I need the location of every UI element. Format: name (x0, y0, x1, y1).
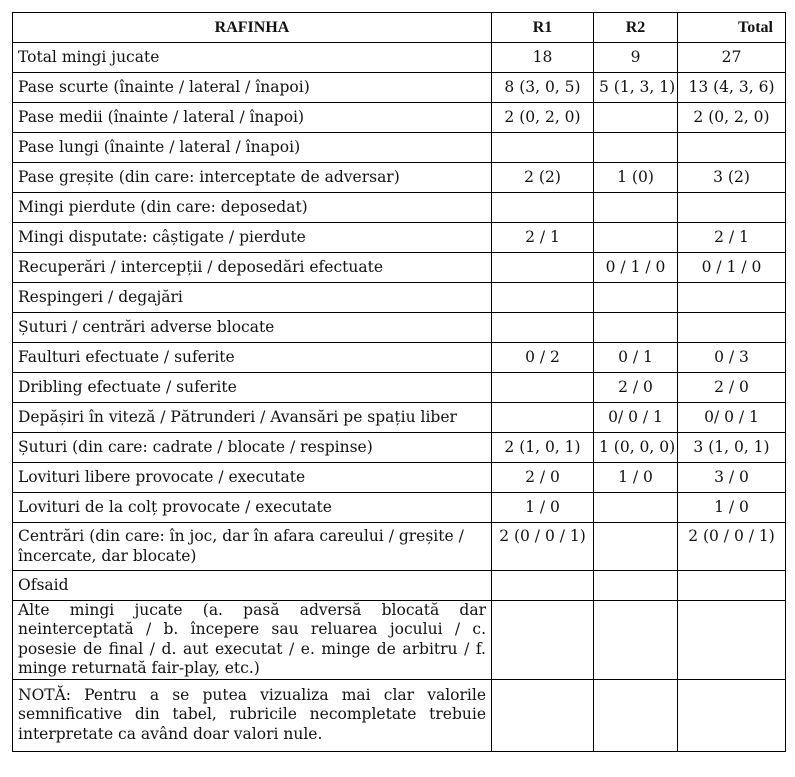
r2-value (594, 571, 678, 601)
r2-value: 0 / 1 (594, 343, 678, 373)
r1-header: R1 (492, 13, 594, 43)
total-value: 1 / 0 (678, 493, 786, 523)
row-label: Șuturi / centrări adverse blocate (13, 313, 492, 343)
table-row (13, 523, 786, 571)
row-label: Pase greșite (din care: interceptate de adversar) (13, 163, 492, 193)
table-row (13, 193, 786, 223)
row-label: Șuturi (din care: cadrate / blocate / respinse) (13, 433, 492, 463)
table-row (13, 601, 786, 680)
player-stats-table (12, 12, 786, 752)
r2-value: 1 / 0 (594, 463, 678, 493)
table-row (13, 163, 786, 193)
row-label: Mingi pierdute (din care: deposedat) (13, 193, 492, 223)
r2-value (594, 523, 678, 571)
r1-value (492, 313, 594, 343)
total-value (678, 133, 786, 163)
r1-value: 1 / 0 (492, 493, 594, 523)
r2-value (594, 223, 678, 253)
r1-value (492, 679, 594, 751)
r1-value: 8 (3, 0, 5) (492, 73, 594, 103)
r1-value: 2 / 0 (492, 463, 594, 493)
table-row (13, 493, 786, 523)
r2-value (594, 601, 678, 680)
r1-value: 2 (0 / 0 / 1) (492, 523, 594, 571)
r1-value: 2 (2) (492, 163, 594, 193)
total-value: 2 (0, 2, 0) (678, 103, 786, 133)
r2-value: 2 / 0 (594, 373, 678, 403)
total-value: 2 (0 / 0 / 1) (678, 523, 786, 571)
total-value: 2 / 1 (678, 223, 786, 253)
total-value: 3 / 0 (678, 463, 786, 493)
row-label: Recuperări / intercepții / deposedări efectuate (13, 253, 492, 283)
total-value (678, 571, 786, 601)
total-header: Total (678, 13, 786, 43)
r1-value (492, 571, 594, 601)
table-row (13, 43, 786, 73)
table-row (13, 403, 786, 433)
r2-value (594, 283, 678, 313)
r2-header: R2 (594, 13, 678, 43)
table-row (13, 373, 786, 403)
table-row (13, 433, 786, 463)
total-value: 3 (2) (678, 163, 786, 193)
total-value (678, 283, 786, 313)
row-label: Lovituri de la colț provocate / executate (13, 493, 492, 523)
total-value: 13 (4, 3, 6) (678, 73, 786, 103)
r1-value: 2 (0, 2, 0) (492, 103, 594, 133)
r2-value (594, 103, 678, 133)
table-row (13, 253, 786, 283)
row-label: Pase medii (înainte / lateral / înapoi) (13, 103, 492, 133)
table-row (13, 313, 786, 343)
row-label: Total mingi jucate (13, 43, 492, 73)
row-label: Centrări (din care: în joc, dar în afara careului / greșite / încercate, dar blocate) (13, 523, 492, 571)
r2-value: 0/ 0 / 1 (594, 403, 678, 433)
r1-value (492, 403, 594, 433)
r1-value: 2 / 1 (492, 223, 594, 253)
r2-value: 1 (0, 0, 0) (594, 433, 678, 463)
row-label: Respingeri / degajări (13, 283, 492, 313)
r2-value (594, 133, 678, 163)
table-row (13, 463, 786, 493)
row-label: Pase lungi (înainte / lateral / înapoi) (13, 133, 492, 163)
table-row (13, 223, 786, 253)
total-value: 0/ 0 / 1 (678, 403, 786, 433)
r1-value: 2 (1, 0, 1) (492, 433, 594, 463)
total-value: 0 / 1 / 0 (678, 253, 786, 283)
r2-value: 5 (1, 3, 1) (594, 73, 678, 103)
row-label: Depășiri în viteză / Pătrunderi / Avansări pe spațiu liber (13, 403, 492, 433)
row-label: Ofsaid (13, 571, 492, 601)
r1-value: 0 / 2 (492, 343, 594, 373)
r1-value (492, 373, 594, 403)
total-value (678, 313, 786, 343)
r2-value (594, 679, 678, 751)
table-row (13, 133, 786, 163)
total-value: 0 / 3 (678, 343, 786, 373)
total-value (678, 679, 786, 751)
r2-value (594, 493, 678, 523)
player-name-header: RAFINHA (13, 13, 492, 43)
total-value: 27 (678, 43, 786, 73)
r1-value (492, 601, 594, 680)
r1-value (492, 193, 594, 223)
row-label: Pase scurte (înainte / lateral / înapoi) (13, 73, 492, 103)
total-value: 3 (1, 0, 1) (678, 433, 786, 463)
r2-value (594, 313, 678, 343)
r1-value (492, 133, 594, 163)
table-row (13, 103, 786, 133)
table-row (13, 283, 786, 313)
r2-value: 9 (594, 43, 678, 73)
row-label: Mingi disputate: câștigate / pierdute (13, 223, 492, 253)
r2-value: 1 (0) (594, 163, 678, 193)
table-row (13, 343, 786, 373)
row-label: Alte mingi jucate (a. pasă adversă blocată dar neinterceptată / b. începere sau reluarea jocului / c. posesie de final / d. aut executat / e. minge de arbitru / f. minge returnată fair-play, etc.) (13, 601, 492, 680)
r1-value: 18 (492, 43, 594, 73)
row-label: Dribling efectuate / suferite (13, 373, 492, 403)
r2-value (594, 193, 678, 223)
total-value: 2 / 0 (678, 373, 786, 403)
row-label: Lovituri libere provocate / executate (13, 463, 492, 493)
r1-value (492, 283, 594, 313)
note-text: NOTĂ: Pentru a se putea vizualiza mai clar valorile semnificative din tabel, rubricile necompletate trebuie interpretate ca având doar valori nule. (13, 679, 492, 751)
table-row (13, 73, 786, 103)
row-label: Faulturi efectuate / suferite (13, 343, 492, 373)
r1-value (492, 253, 594, 283)
note-row (13, 679, 786, 751)
r2-value: 0 / 1 / 0 (594, 253, 678, 283)
header-row (13, 13, 786, 43)
total-value (678, 193, 786, 223)
table-row (13, 571, 786, 601)
total-value (678, 601, 786, 680)
